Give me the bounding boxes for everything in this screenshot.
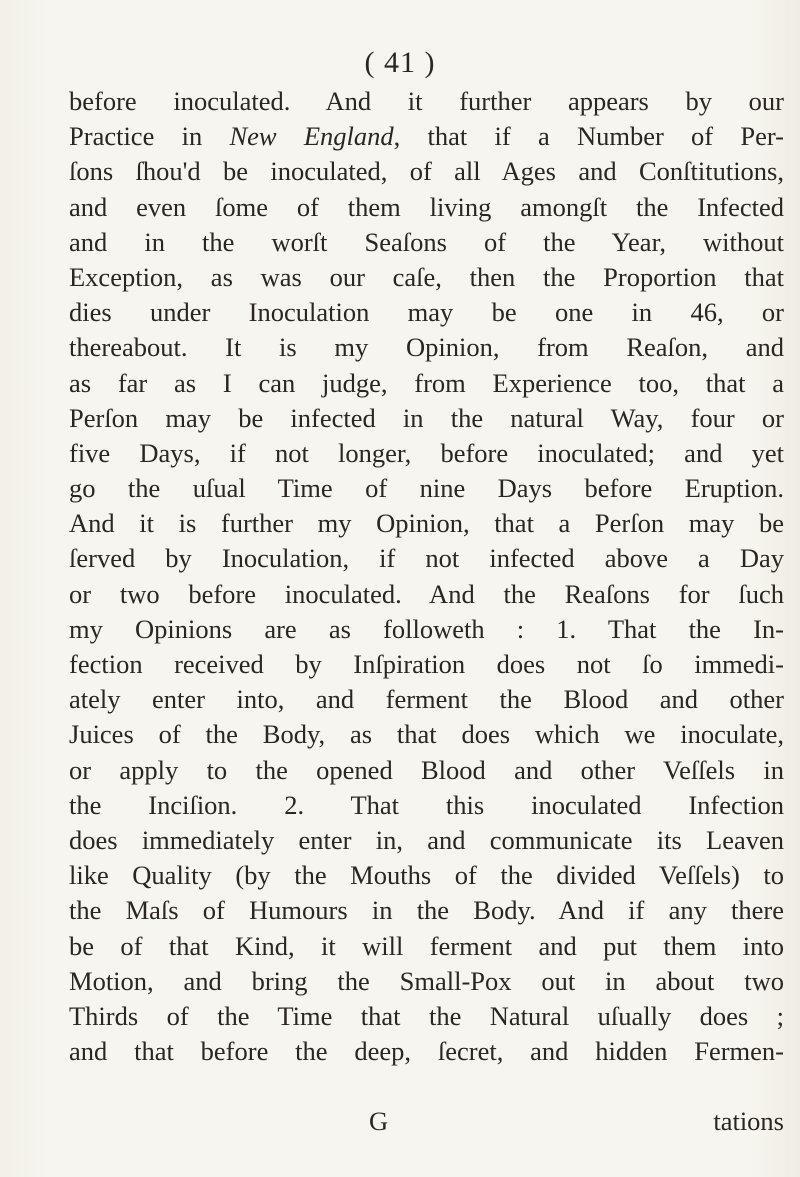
text-line: my Opinions are as followeth : 1. That the In- xyxy=(69,613,784,644)
text-line: Juices of the Body, as that does which we inoculate, xyxy=(69,719,784,750)
text-line: Motion, and bring the Small-Pox out in about two xyxy=(69,965,784,996)
text-line: Perſon may be infected in the natural Way, four or xyxy=(69,402,784,433)
text-line: before inoculated. And it further appears by our xyxy=(69,86,784,116)
text-line: Exception, as was our caſe, then the Proportion that xyxy=(69,261,784,292)
text-line: the Maſs of Humours in the Body. And if any there xyxy=(69,895,784,926)
page-footer xyxy=(69,1106,784,1142)
text-line: ately enter into, and ferment the Blood and other xyxy=(69,684,784,715)
text-line: Thirds of the Time that the Natural uſually does ; xyxy=(69,1000,784,1031)
body-text xyxy=(69,84,784,1069)
text-line: ſerved by Inoculation, if not infected above a Day xyxy=(69,543,784,574)
text-line: fection received by Inſpiration does not ſo immedi- xyxy=(69,649,784,679)
text-line: and in the worſt Seaſons of the Year, without xyxy=(69,226,784,257)
text-line: the Inciſion. 2. That this inoculated Infection xyxy=(69,789,784,820)
page-number: ( 41 ) xyxy=(364,46,436,79)
text-line: ſons ſhou'd be inoculated, of all Ages and Conſtitutions, xyxy=(69,156,784,187)
text-line: be of that Kind, it will ferment and put them into xyxy=(69,930,784,961)
text-line: thereabout. It is my Opinion, from Reaſon, and xyxy=(69,332,784,363)
text-line: five Days, if not longer, before inoculated; and yet xyxy=(69,437,784,468)
text-line: or two before inoculated. And the Reaſons for ſuch xyxy=(69,578,784,609)
catchword: tations xyxy=(713,1106,784,1136)
text-line: as far as I can judge, from Experience too, that a xyxy=(69,367,784,398)
text-line: dies under Inoculation may be one in 46, or xyxy=(69,297,784,328)
italic-place-name: New England xyxy=(229,121,394,152)
text-line: and even ſome of them living amongſt the Infected xyxy=(69,191,784,222)
text-line: Practice in New England, that if a Number of Per- xyxy=(69,121,785,152)
text-line: or apply to the opened Blood and other Veſſels in xyxy=(69,754,784,785)
text-line: like Quality (by the Mouths of the divided Veſſels) to xyxy=(69,860,784,891)
text-line: and that before the deep, ſecret, and hidden Fermen- xyxy=(69,1036,784,1067)
text-line: does immediately enter in, and communicate its Leaven xyxy=(69,824,784,855)
text-line: And it is further my Opinion, that a Perſon may be xyxy=(69,508,784,539)
signature-mark: G xyxy=(369,1106,389,1136)
text-line: go the uſual Time of nine Days before Eruption. xyxy=(69,473,784,504)
